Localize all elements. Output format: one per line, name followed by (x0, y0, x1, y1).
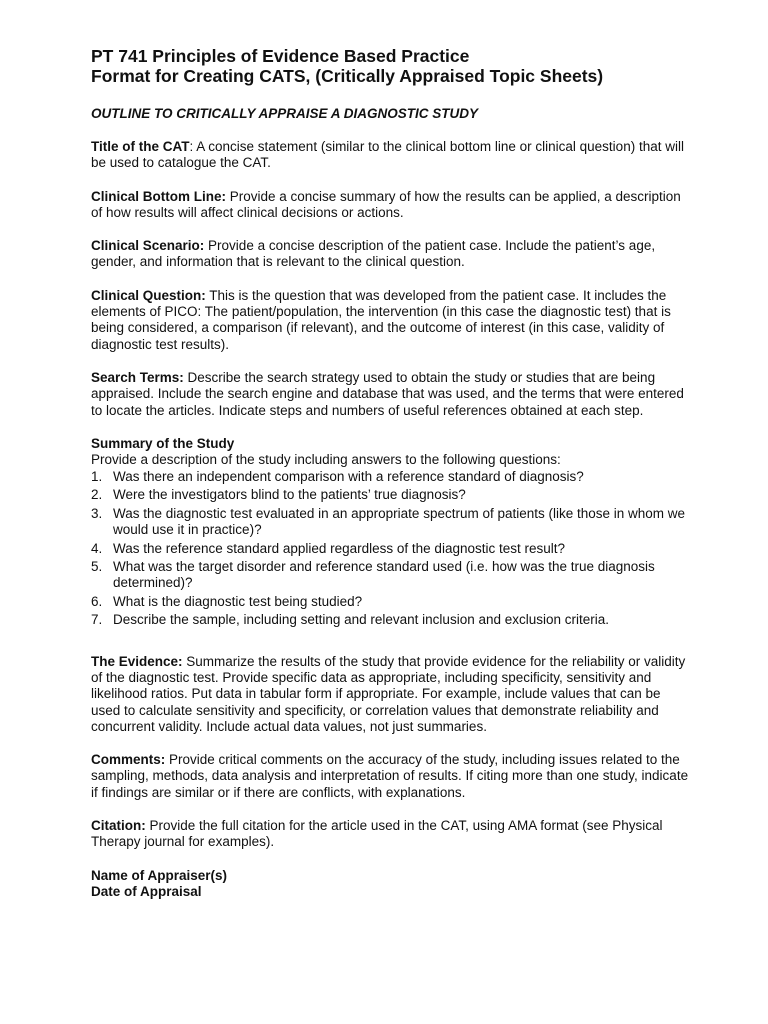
list-item (91, 506, 691, 539)
title-line-1: PT 741 Principles of Evidence Based Practice (91, 46, 470, 66)
section-clinical-question (91, 288, 691, 353)
list-item-text: Was the reference standard applied regardless of the diagnostic test result? (113, 540, 566, 556)
section-clinical-scenario (91, 238, 691, 271)
section-text: Describe the search strategy used to obtain the study or studies that are being appraised. Include the search engine and database that was used, and the terms that were entered to locate the articles. Indicate steps and numbers of useful references obtained at each step. (91, 369, 684, 418)
section-text: Provide a concise description of the patient case. Include the patient’s age, gender, and information that is relevant to the clinical question. (91, 238, 656, 270)
section-the-evidence (91, 654, 691, 735)
section-label: Comments: (91, 752, 166, 768)
list-item-text: Were the investigators blind to the patients’ true diagnosis? (113, 487, 466, 503)
section-title-of-cat (91, 139, 691, 172)
section-label: Search Terms: (91, 369, 184, 385)
list-item (91, 469, 691, 485)
outline-heading: OUTLINE TO CRITICALLY APPRAISE A DIAGNOSTIC STUDY (91, 106, 479, 121)
section-summary-of-study (91, 436, 691, 629)
section-text: Provide the full citation for the article used in the CAT, using AMA format (see Physical Therapy journal for examples). (91, 818, 663, 850)
appraiser-name-label: Name of Appraiser(s) (91, 867, 228, 883)
appraisal-footer (91, 868, 691, 901)
summary-question-list (91, 469, 691, 629)
list-item-number: 3. (91, 505, 103, 521)
list-item (91, 541, 691, 557)
section-label: Clinical Bottom Line: (91, 188, 226, 204)
section-search-terms (91, 370, 691, 419)
section-label: Clinical Scenario: (91, 238, 205, 254)
list-item (91, 612, 691, 628)
summary-title: Summary of the Study (91, 435, 235, 451)
section-text: This is the question that was developed from the patient case. It includes the elements of PICO: The patient/population, the intervention (in this case the diagnostic test) that is being considered, a comparison (if relevant), and the outcome of interest (in this case, validity of diagnostic test results). (91, 287, 671, 352)
title-line-2: Format for Creating CATS, (Critically Appraised Topic Sheets) (91, 66, 604, 86)
section-text: Provide critical comments on the accuracy of the study, including issues related to the sampling, methods, data analysis and interpretation of results. If citing more than one study, indicate if findings are similar or if there are conflicts, with explanations. (91, 752, 689, 800)
list-item-text: What is the diagnostic test being studied? (113, 593, 363, 609)
list-item-text: What was the target disorder and reference standard used (i.e. how was the true diagnosis determined)? (113, 559, 655, 591)
section-text: Provide a concise summary of how the results can be applied, a description of how results will affect clinical decisions or actions. (91, 188, 681, 220)
document-content (91, 46, 691, 901)
list-item (91, 487, 691, 503)
section-comments (91, 752, 691, 801)
document-title (91, 46, 691, 86)
list-item-number: 2. (91, 487, 103, 503)
summary-intro: Provide a description of the study including answers to the following questions: (91, 451, 561, 467)
section-label: The Evidence: (91, 653, 183, 669)
section-label: Clinical Question: (91, 287, 206, 303)
list-item-number: 7. (91, 612, 103, 628)
section-clinical-bottom-line (91, 189, 691, 222)
appraisal-date-label: Date of Appraisal (91, 884, 202, 900)
list-item-text: Describe the sample, including setting and relevant inclusion and exclusion criteria. (113, 612, 610, 628)
section-label: Title of the CAT (91, 139, 190, 154)
section-text: Summarize the results of the study that provide evidence for the reliability or validity of the diagnostic test. Provide specific data as appropriate, including specificity, sensitivity and likelihood ratios. Put data in tabular form if appropriate. For example, include values that can be used to calculate sensitivity and specificity, or correlation values that demonstrate reliability and concurrent validity. Include actual data values, not just summaries. (91, 653, 686, 734)
list-item-number: 6. (91, 593, 103, 609)
list-item-number: 5. (91, 559, 103, 575)
list-item (91, 559, 691, 592)
list-item-text: Was there an independent comparison with a reference standard of diagnosis? (113, 468, 584, 484)
section-label: Citation: (91, 818, 146, 834)
section-text: : A concise statement (similar to the clinical bottom line or clinical question) that will be used to catalogue the CAT. (91, 139, 684, 171)
list-item-number: 4. (91, 540, 103, 556)
section-citation (91, 818, 691, 851)
list-item-number: 1. (91, 468, 103, 484)
list-item (91, 594, 691, 610)
list-item-text: Was the diagnostic test evaluated in an appropriate spectrum of patients (like those in whom we would use it in practice)? (113, 505, 686, 538)
